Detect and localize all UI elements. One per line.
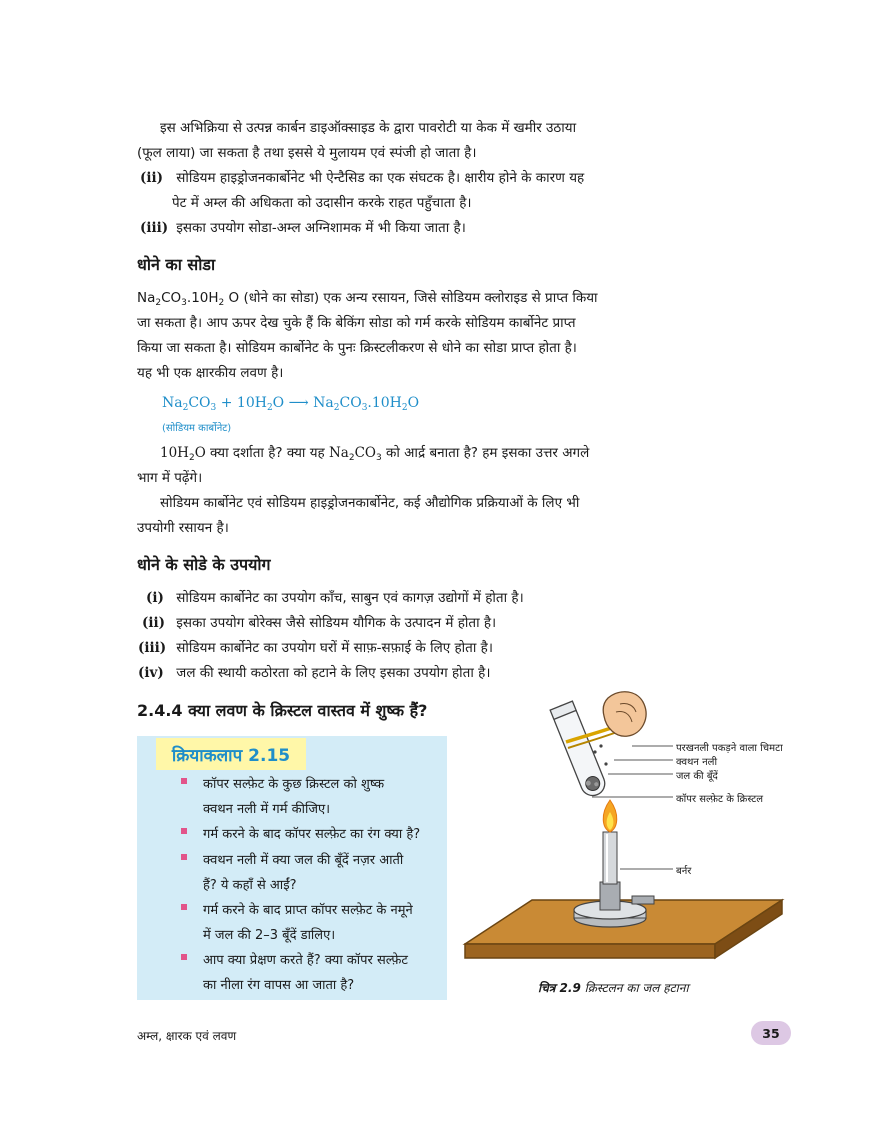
list-item — [146, 586, 524, 611]
label-water-drops: जल की बूँदें — [676, 771, 718, 782]
list-text: इसका उपयोग बोरेक्स जैसे सोडियम यौगिक के उत्पादन में होता है। — [176, 615, 497, 631]
label-copper-sulphate-crystals: कॉपर सल्फ़ेट के क्रिस्टल — [676, 794, 764, 805]
board-front — [465, 944, 715, 958]
figure-caption: चित्र 2.9 क्रिस्टलन का जल हटाना — [538, 981, 689, 995]
list-number: (i) — [146, 590, 164, 606]
list-text: इसका उपयोग सोडा-अम्ल अग्निशामक में भी किया जाता है। — [176, 220, 466, 236]
water-drop — [599, 744, 602, 747]
list-text: सोडियम कार्बोनेट का उपयोग घरों में साफ़-सफ़ाई के लिए होता है। — [176, 640, 493, 656]
water-drop — [604, 762, 607, 765]
activity-title: क्रियाकलाप 2.15 — [156, 738, 306, 770]
activity-item-5-line-2: का नीला रंग वापस आ जाता है? — [203, 978, 355, 993]
list-number: (ii) — [140, 170, 164, 186]
boiling-tube — [550, 701, 608, 799]
label-burner: बर्नर — [676, 866, 692, 877]
washing-soda-line-4: यह भी एक क्षारकीय लवण है। — [137, 365, 284, 381]
bullet-icon — [181, 778, 187, 784]
intro-line-2: (फूल लाया) जा सकता है तथा इससे ये मुलायम एवं स्पंजी हो जाता है। — [137, 145, 477, 161]
summary-line-1: सोडियम कार्बोनेट एवं सोडियम हाइड्रोजनकार्बोनेट, कई औद्योगिक प्रक्रियाओं के लिए भी — [160, 495, 580, 511]
list-item — [140, 166, 584, 191]
activity-item-3-line-2: हैं? ये कहाँ से आईं? — [203, 878, 297, 893]
activity-item-5-line-1: आप क्या प्रेक्षण करते हैं? क्या कॉपर सल्फ़ेट — [203, 953, 408, 968]
bullet-icon — [181, 954, 187, 960]
bullet-icon — [181, 828, 187, 834]
equation-caption: (सोडियम कार्बोनेट) — [162, 423, 232, 434]
activity-item-4-line-2: में जल की 2–3 बूँदें डालिए। — [203, 928, 336, 943]
bullet-icon — [181, 854, 187, 860]
list-text: जल की स्थायी कठोरता को हटाने के लिए इसका उपयोग होता है। — [176, 665, 491, 681]
activity-box — [137, 736, 447, 1000]
list-item — [138, 636, 493, 661]
section-heading: 2.4.4 क्या लवण के क्रिस्टल वास्तव में शुष्क हैं? — [137, 701, 428, 720]
list-item — [138, 661, 490, 686]
washing-soda-line-3: किया जा सकता है। सोडियम कार्बोनेट के पुनः क्रिस्टलीकरण से धोने का सोडा प्राप्त होता है। — [137, 340, 577, 356]
footer-chapter-title: अम्ल, क्षारक एवं लवण — [137, 1029, 237, 1043]
list-number: (iv) — [138, 665, 164, 681]
list-item — [142, 611, 496, 636]
list-text-cont: पेट में अम्ल की अधिकता को उदासीन करके राहत पहुँचाता है। — [172, 195, 472, 211]
apparatus-illustration — [460, 682, 820, 972]
question-line-2: भाग में पढ़ेंगे। — [137, 470, 203, 486]
burner-collar — [600, 882, 620, 910]
washing-soda-line-1: $Na_2CO_3.10H_2$ O (धोने का सोडा) एक अन्य रसायन, जिसे सोडियम क्लोराइड से प्राप्त किया — [137, 290, 598, 308]
list-text: सोडियम हाइड्रोजनकार्बोनेट भी ऐन्टैसिड का एक संघटक है। क्षारीय होने के कारण यह — [176, 170, 585, 186]
label-boiling-tube: क्वथन नली — [676, 757, 718, 768]
list-number: (iii) — [140, 220, 169, 236]
list-text: सोडियम कार्बोनेट का उपयोग काँच, साबुन एवं कागज़ उद्योगों में होता है। — [176, 590, 524, 606]
heading-washing-soda: धोने का सोडा — [137, 255, 216, 274]
question-line-1: $10H_2O$ क्या दर्शाता है? क्या यह $Na_2CO_3$ को आर्द्र बनाता है? हम इसका उत्तर अगले — [160, 445, 590, 463]
label-tongs: परखनली पकड़ने वाला चिमटा — [676, 743, 783, 754]
heading-washing-soda-uses: धोने के सोडे के उपयोग — [137, 555, 271, 574]
summary-line-2: उपयोगी रसायन है। — [137, 520, 229, 536]
activity-item-4-line-1: गर्म करने के बाद प्राप्त कॉपर सल्फ़ेट के नमूने — [203, 903, 413, 918]
water-drop — [593, 750, 596, 753]
activity-item-3-line-1: क्वथन नली में क्या जल की बूँदें नज़र आती — [203, 853, 404, 868]
intro-line-1: इस अभिक्रिया से उत्पन्न कार्बन डाइऑक्साइड के द्वारा पावरोटी या केक में खमीर उठाया — [160, 120, 577, 136]
list-number: (ii) — [142, 615, 166, 631]
chemical-equation: $Na_2CO_3 + 10H_2O$ ⟶ $Na_2CO_3.10H_2O$ — [162, 395, 420, 413]
bullet-icon — [181, 904, 187, 910]
washing-soda-line-2: जा सकता है। आप ऊपर देख चुके हैं कि बेकिंग सोडा को गर्म करके सोडियम कार्बोनेट प्राप्त — [137, 315, 576, 331]
gas-inlet — [632, 896, 654, 904]
activity-item-2-line-1: गर्म करने के बाद कॉपर सल्फ़ेट का रंग क्या है? — [203, 827, 421, 842]
activity-item-1-line-1: कॉपर सल्फ़ेट के कुछ क्रिस्टल को शुष्क — [203, 777, 385, 792]
activity-item-1-line-2: क्वथन नली में गर्म कीजिए। — [203, 802, 331, 817]
list-number: (iii) — [138, 640, 167, 656]
list-item — [140, 216, 466, 241]
page-number: 35 — [751, 1021, 791, 1045]
burner-tube — [603, 832, 617, 884]
